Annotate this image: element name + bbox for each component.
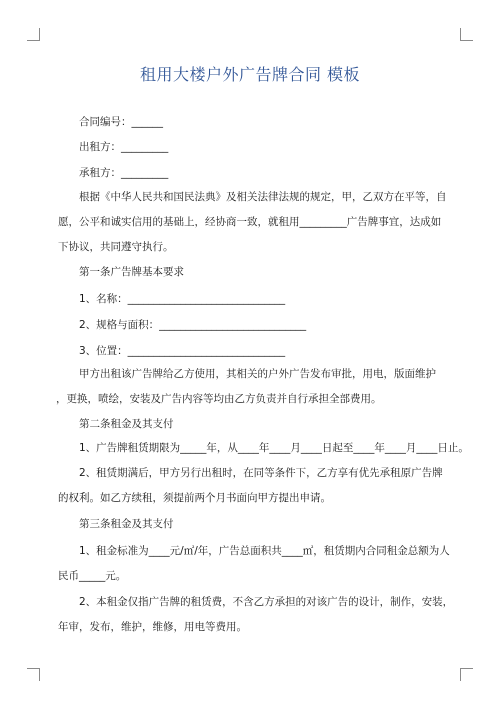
section-2-heading: 第二条租金及其支付 bbox=[79, 418, 174, 430]
contract-number-line: 合同编号：______ bbox=[79, 116, 163, 128]
section-1-heading: 第一条广告牌基本要求 bbox=[79, 266, 184, 278]
section-1-item-name: 1、名称：______________________________ bbox=[79, 293, 286, 305]
section-1-paragraph-line-1: 甲方出租该广告牌给乙方使用，其相关的户外广告发布审批，用电，版面维护 bbox=[79, 368, 436, 380]
section-2-item-renewal-line-1: 2、租赁期满后，甲方另行出租时，在同等条件下，乙方享有优先承租原广告牌 bbox=[79, 467, 443, 479]
section-3-item-rent-line-1: 1、租金标准为____元/㎡/年，广告总面积共____㎡，租赁期内合同租金总额为人 bbox=[79, 545, 450, 557]
section-3-heading: 第三条租金及其支付 bbox=[79, 518, 174, 530]
section-3-item-rent-line-2: 民币_____元。 bbox=[58, 570, 127, 582]
section-1-paragraph-line-2: ，更换，喷绘，安装及广告内容等均由乙方负责并自行承担全部费用。 bbox=[56, 393, 382, 405]
preamble-line-1: 根据《中华人民共和国民法典》及相关法律法规的规定，甲，乙双方在平等，自 bbox=[79, 191, 447, 203]
document-title: 租用大楼户外广告牌合同 模板 bbox=[139, 65, 361, 84]
preamble-line-3: 下协议，共同遵守执行。 bbox=[58, 241, 174, 253]
section-1-item-size: 2、规格与面积：____________________________ bbox=[79, 319, 307, 331]
section-1-item-location: 3、位置：______________________________ bbox=[79, 345, 286, 357]
section-2-item-term: 1、广告牌租赁期限为_____年，从____年____月____日起至____年____月____日止。 bbox=[79, 442, 469, 454]
section-3-item-fee-line-1: 2、本租金仅指广告牌的租赁费，不含乙方承担的对该广告的设计，制作，安装， bbox=[79, 596, 454, 608]
preamble-line-2: 愿，公平和诚实信用的基础上，经协商一致，就租用_________广告牌事宜，达成如 bbox=[58, 216, 442, 228]
section-3-item-fee-line-2: 年审，发布，维护，维修，用电等费用。 bbox=[58, 621, 247, 633]
lessee-line: 承租方：_________ bbox=[79, 167, 169, 179]
section-2-item-renewal-line-2: 的权利。如乙方续租，须提前两个月书面向甲方提出申请。 bbox=[58, 492, 331, 504]
lessor-line: 出租方：_________ bbox=[79, 141, 169, 153]
